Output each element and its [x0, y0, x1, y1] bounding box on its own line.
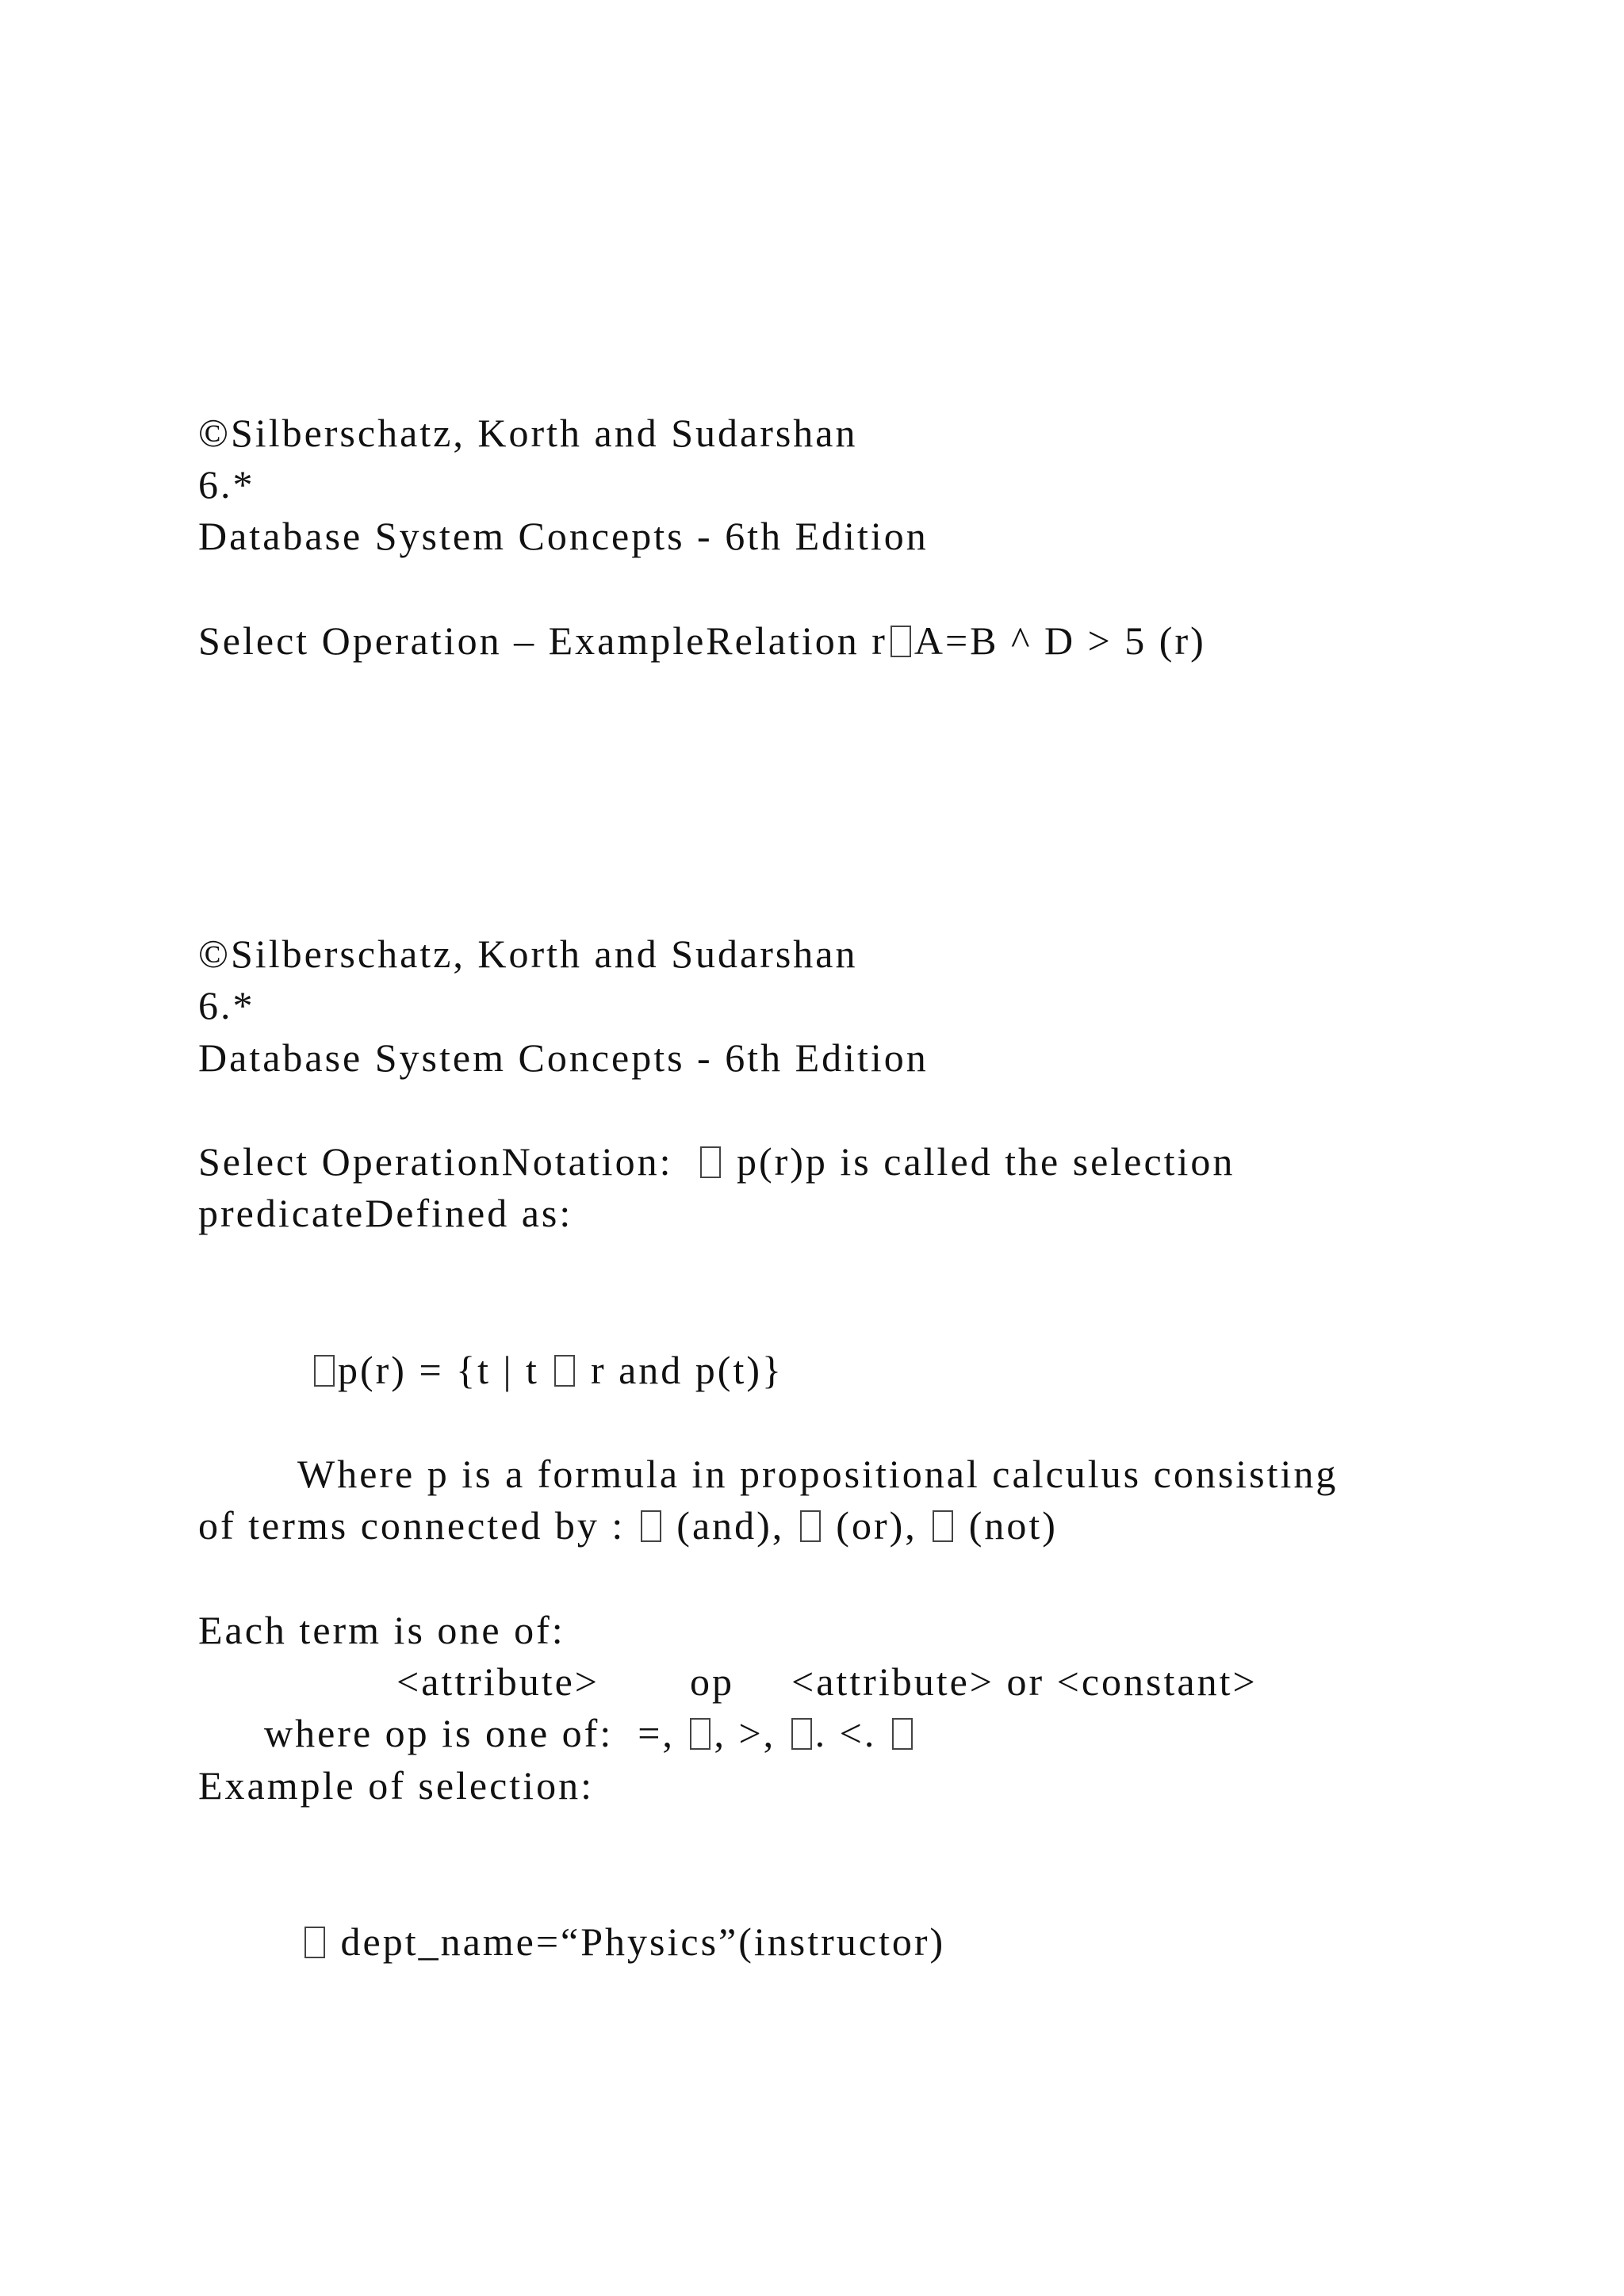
not-placeholder-glyph	[933, 1510, 953, 1542]
terms-or-text: (or),	[823, 1503, 930, 1548]
attr-left: <attribute>	[396, 1659, 599, 1704]
and-placeholder-glyph	[641, 1510, 661, 1542]
notation-line	[198, 1139, 1235, 1184]
ops-mid2-text: . <.	[814, 1711, 889, 1755]
terms-and-text: (and),	[664, 1503, 797, 1548]
not-equal-placeholder-glyph	[690, 1718, 710, 1750]
ops-pre-text: where op is one of: =,	[264, 1711, 688, 1755]
heading-pre-text: Select Operation – ExampleRelation r	[198, 618, 887, 663]
definition-end-text: r and p(t)}	[578, 1348, 783, 1392]
notation-pre-text: Select OperationNotation:	[198, 1139, 698, 1184]
sigma-placeholder-glyph	[891, 626, 911, 657]
example-label: Example of selection:	[198, 1763, 594, 1808]
copyright-line-1: ©Silberschatz, Korth and Sudarshan	[198, 411, 858, 455]
where-line: Where p is a formula in propositional calculus consisting	[297, 1452, 1339, 1496]
terms-pre-text: of terms connected by :	[198, 1503, 638, 1548]
ops-mid1-text: , >,	[714, 1711, 788, 1755]
op-word: op	[690, 1659, 734, 1704]
definition-text: p(r) = {t | t	[338, 1348, 552, 1392]
sigma-placeholder-glyph	[304, 1927, 325, 1958]
notation-post-text: p(r)p is called the selection	[724, 1139, 1235, 1184]
ops-line	[264, 1713, 916, 1753]
notation-continuation: predicateDefined as:	[198, 1191, 573, 1235]
each-term-line: Each term is one of:	[198, 1608, 565, 1652]
sigma-placeholder-glyph	[314, 1355, 335, 1387]
example-text: dept_name=“Physics”(instructor)	[328, 1919, 946, 1964]
select-example-heading	[198, 618, 1206, 663]
or-placeholder-glyph	[800, 1510, 821, 1542]
book-title-2: Database System Concepts - 6th Edition	[198, 1035, 929, 1080]
less-equal-placeholder-glyph	[892, 1718, 913, 1750]
attr-right: <attribute> or <constant>	[791, 1659, 1258, 1704]
element-of-placeholder-glyph	[554, 1355, 575, 1387]
slide-number-1: 6.*	[198, 462, 255, 507]
book-title-1: Database System Concepts - 6th Edition	[198, 514, 929, 558]
terms-line	[198, 1503, 1058, 1548]
sigma-placeholder-glyph	[700, 1146, 721, 1178]
copyright-line-2: ©Silberschatz, Korth and Sudarshan	[198, 932, 858, 976]
terms-not-text: (not)	[956, 1503, 1058, 1548]
definition-line	[311, 1350, 783, 1390]
example-expression	[301, 1919, 946, 1964]
greater-equal-placeholder-glyph	[791, 1718, 812, 1750]
slide-number-2: 6.*	[198, 983, 255, 1027]
heading-post-text: A=B ^ D > 5 (r)	[914, 618, 1206, 663]
